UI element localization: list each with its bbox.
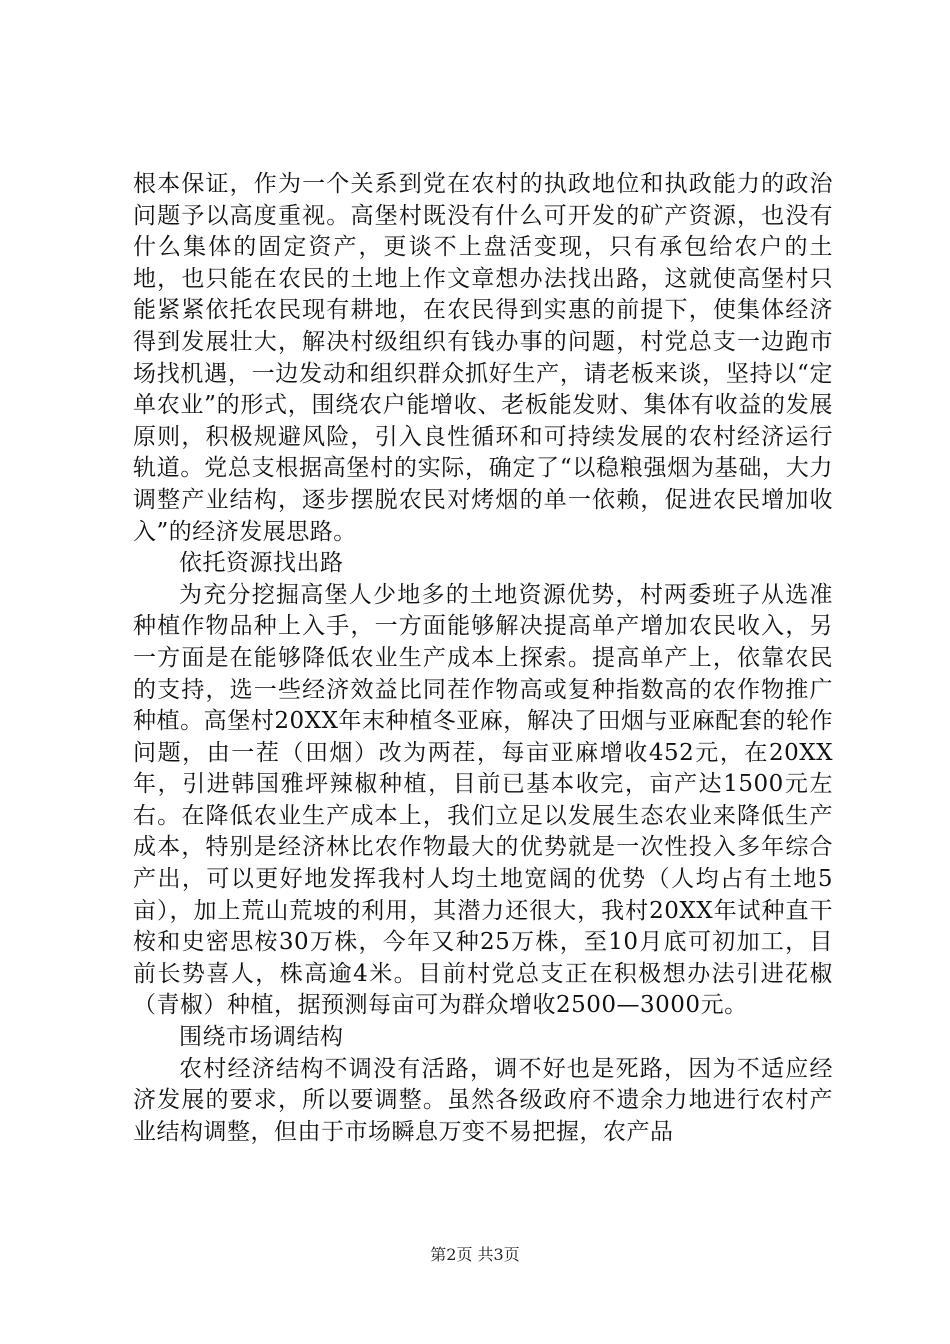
- paragraph-continued: 根本保证，作为一个关系到党在农村的执政地位和执政能力的政治问题予以高度重视。高堡村既没有什么可开发的矿产资源，也没有什么集体的固定资产，更谈不上盘活变现，只有承包给农户的土地，也只能在农民的土地上作文章想办法找出路，这就使高堡村只能紧紧依托农民现有耕地，在农民得到实惠的前提下，使集体经济得到发展壮大，解决村级组织有钱办事的问题，村党总支一边跑市场找机遇，一边发动和组织群众抓好生产，请老板来谈，坚持以“定单农业”的形式，围绕农户能增收、老板能发财、集体有收益的发展原则，积极规避风险，引入良性循环和可持续发展的农村经济运行轨道。党总支根据高堡村的实际，确定了“以稳粮强烟为基础，大力调整产业结构，逐步摆脱农民对烤烟的单一依赖，促进农民增加收入”的经济发展思路。: [133, 171, 833, 545]
- page-footer: 第2页 共3页: [430, 1245, 520, 1264]
- document-body: [133, 169, 833, 1148]
- paragraph-market: 农村经济结构不调没有活路，调不好也是死路，因为不适应经济发展的要求，所以要调整。虽然各级政府不遗余力地进行农村产业结构调整，但由于市场瞬息万变不易把握，农产品: [133, 1055, 833, 1145]
- paragraph-resources: 为充分挖掘高堡人少地多的土地资源优势，村两委班子从选准种植作物品种上入手，一方面能够解决提高单产增加农民收入，另一方面是在能够降低农业生产成本上探索。提高单产上，依靠农民的支持，选一些经济效益比同茬作物高或复种指数高的农作物推广种植。高堡村20XX年末种植冬亚麻，解决了田烟与亚麻配套的轮作问题，由一茬（田烟）改为两茬，每亩亚麻增收452元，在20XX年，引进韩国雅坪辣椒种植，目前已基本收完，亩产达1500元左右。在降低农业生产成本上，我们立足以发展生态农业来降低生产成本，特别是经济林比农作物最大的优势就是一次性投入多年综合产出，可以更好地发挥我村人均土地宽阔的优势（人均占有土地5亩），加上荒山荒坡的利用，其潜力还很大，我村20XX年试种直干桉和史密思桉30万株，今年又种25万株，至10月底可初加工，目前长势喜人，株高逾4米。目前村党总支正在积极想办法引进花椒（青椒）种植，据预测每亩可为群众增收2500—3000元。: [133, 581, 833, 1019]
- section-heading-market: 围绕市场调结构: [179, 1024, 344, 1051]
- section-heading-resources: 依托资源找出路: [179, 550, 344, 577]
